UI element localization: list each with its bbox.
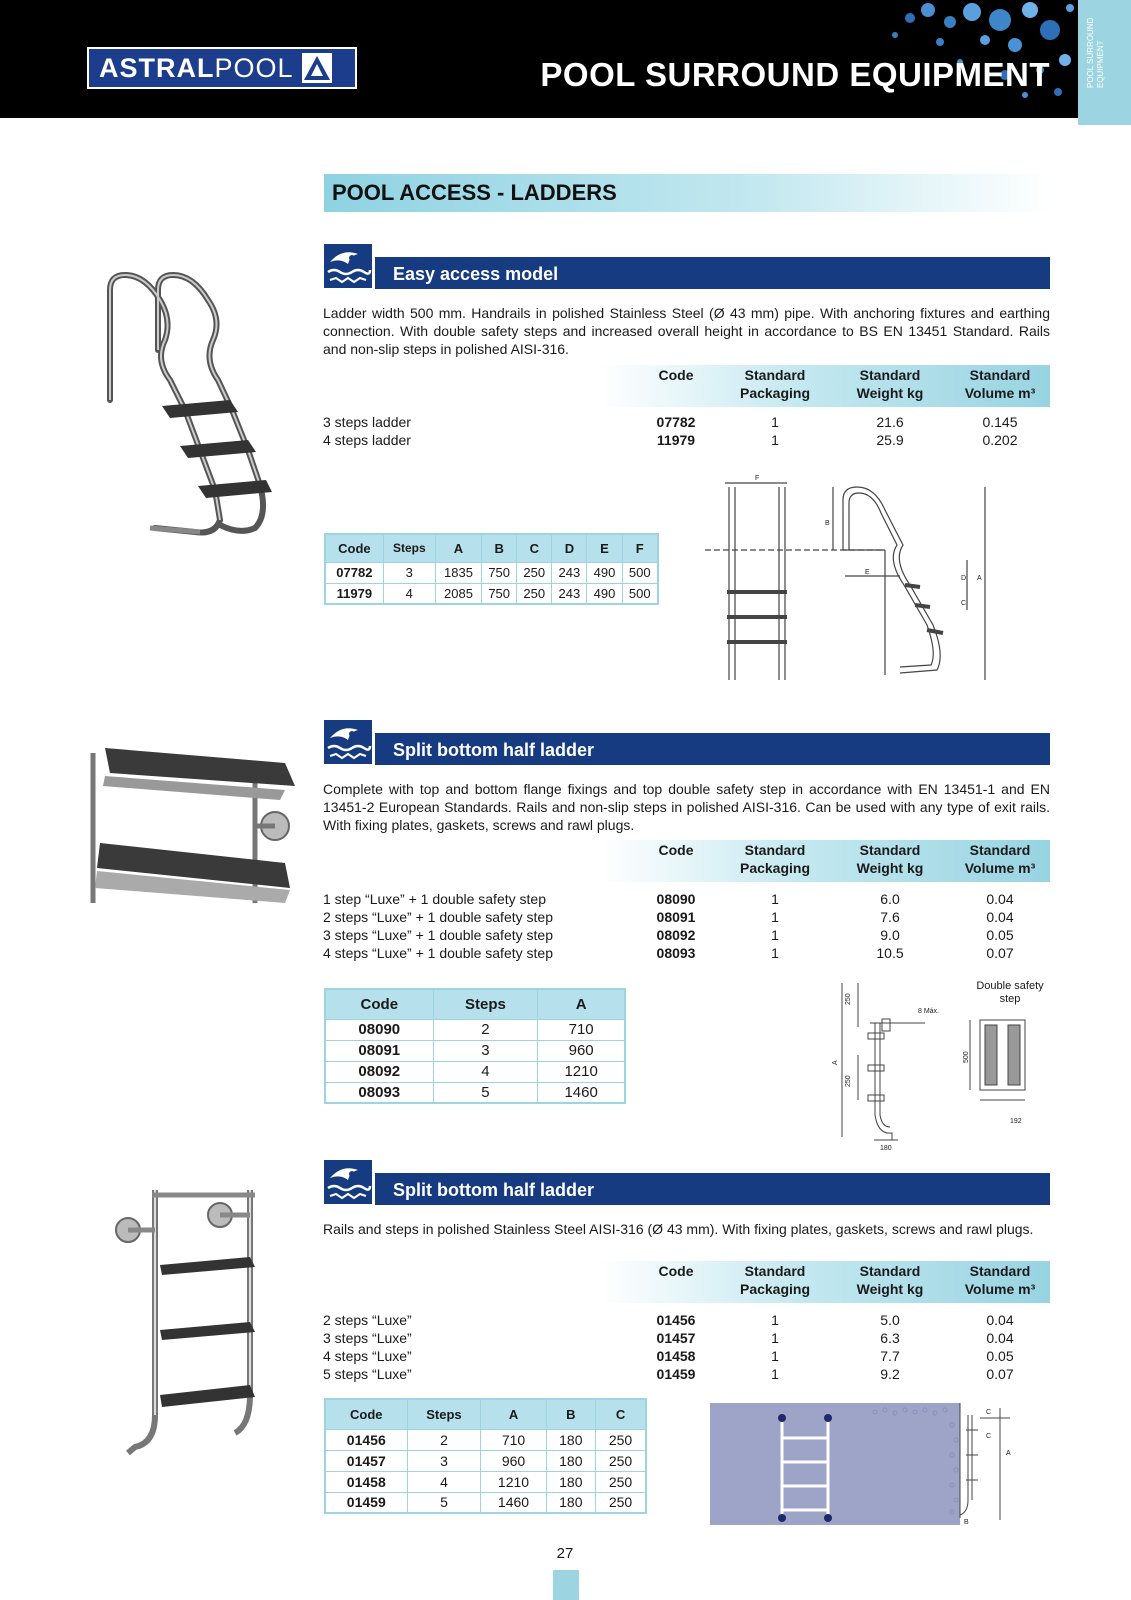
table-row xyxy=(325,1019,625,1040)
dim-cell: 08093 xyxy=(325,1082,433,1103)
product-row-code: 08093 xyxy=(656,945,696,961)
product-row-volume: 0.05 xyxy=(986,1348,1014,1364)
drawing-label: 250 xyxy=(845,993,852,1005)
header-title: POOL SURROUND EQUIPMENT xyxy=(540,56,1050,93)
product-row-code: 07782 xyxy=(656,414,696,430)
table-row xyxy=(325,562,658,583)
drawing-label: C xyxy=(961,600,967,607)
logo-triangle-icon xyxy=(302,53,332,83)
product-description: Ladder width 500 mm. Handrails in polished Stainless Steel (Ø 43 mm) pipe. With anchoring fixtures and earthing connection. With double safety steps and increased overall height in accordance to BS EN 13451 Standard. Rails and non-slip steps in polished AISI-316. xyxy=(323,305,1050,357)
dim-cell: 01457 xyxy=(325,1450,407,1471)
product-row-code: 01457 xyxy=(656,1330,696,1346)
dim-cell: 01456 xyxy=(325,1429,407,1450)
dim-cell: 4 xyxy=(433,1061,538,1082)
drawing-label: A xyxy=(977,575,982,582)
dim-cell: 2085 xyxy=(435,583,481,604)
product-row-label: 2 steps “Luxe” xyxy=(323,1312,412,1328)
luxe-ladder-photo xyxy=(110,1185,270,1480)
product-row-volume: 0.05 xyxy=(986,927,1014,943)
dim-cell: 243 xyxy=(552,583,587,604)
drawing-label: A xyxy=(1006,1450,1011,1457)
product-row-volume: 0.04 xyxy=(986,909,1014,925)
product-row-code: 11979 xyxy=(656,432,696,448)
dim-header: Code xyxy=(325,989,433,1019)
table-row xyxy=(325,1061,625,1082)
product-row-weight: 6.0 xyxy=(880,891,900,907)
dim-cell: 750 xyxy=(482,562,517,583)
volume-column-header: Standard Volume m³ xyxy=(964,1263,1036,1297)
product-row-volume: 0.04 xyxy=(986,1330,1014,1346)
dim-cell: 250 xyxy=(596,1429,646,1450)
dim-cell: 5 xyxy=(433,1082,538,1103)
product-row-packaging: 1 xyxy=(771,945,779,961)
product-row-packaging: 1 xyxy=(771,1348,779,1364)
dim-header: E xyxy=(587,534,622,562)
split-bottom-ladder-photo xyxy=(85,748,300,903)
easy-access-technical-drawing xyxy=(705,475,1025,685)
drawing-label: E xyxy=(865,569,870,576)
product-row-weight: 7.6 xyxy=(880,909,900,925)
dim-header: B xyxy=(546,1399,595,1429)
dim-cell: 750 xyxy=(482,583,517,604)
product-row-volume: 0.202 xyxy=(982,432,1018,448)
dim-cell: 250 xyxy=(596,1492,646,1513)
dim-cell: 1460 xyxy=(481,1492,546,1513)
product-row-weight: 5.0 xyxy=(880,1312,900,1328)
dim-cell: 01459 xyxy=(325,1492,407,1513)
dim-cell: 710 xyxy=(481,1429,546,1450)
dim-cell: 180 xyxy=(546,1492,595,1513)
weight-column-header: Standard Weight kg xyxy=(856,1263,924,1297)
product-description: Complete with top and bottom flange fixings and top double safety step in accordance with EN 13451-1 and EN 13451-2 European Standards. Rails and non-slip steps in polished AISI-316. Can be used with any type of exit rails. With fixing plates, gaskets, screws and rawl plugs. xyxy=(323,781,1050,833)
dim-cell: 250 xyxy=(517,583,552,604)
product-row-label: 3 steps “Luxe” + 1 double safety step xyxy=(323,927,553,943)
drawing-label: 192 xyxy=(1010,1118,1022,1125)
dim-cell: 01458 xyxy=(325,1471,407,1492)
dim-cell: 1460 xyxy=(538,1082,625,1103)
code-column-header: Code xyxy=(658,842,694,858)
dim-cell: 3 xyxy=(383,562,435,583)
dim-cell: 4 xyxy=(407,1471,481,1492)
product-row-label: 4 steps ladder xyxy=(323,432,411,448)
dim-cell: 08092 xyxy=(325,1061,433,1082)
product-row-label: 3 steps ladder xyxy=(323,414,411,430)
drawing-label: D xyxy=(961,575,967,582)
product-row-label: 1 step “Luxe” + 1 double safety step xyxy=(323,891,546,907)
luxe-pool-section-drawing xyxy=(710,1400,1025,1528)
dim-header: Steps xyxy=(407,1399,481,1429)
volume-column-header: Standard Volume m³ xyxy=(964,842,1036,876)
dim-cell: 3 xyxy=(433,1040,538,1061)
product-row-packaging: 1 xyxy=(771,927,779,943)
product-row-label: 2 steps “Luxe” + 1 double safety step xyxy=(323,909,553,925)
dim-cell: 250 xyxy=(596,1450,646,1471)
dim-header: Code xyxy=(325,534,383,562)
product-row-weight: 21.6 xyxy=(876,414,904,430)
dim-cell: 07782 xyxy=(325,562,383,583)
dim-cell: 5 xyxy=(407,1492,481,1513)
packaging-column-header: Standard Packaging xyxy=(739,1263,811,1297)
dim-cell: 1835 xyxy=(435,562,481,583)
drawing-label: 180 xyxy=(880,1145,892,1152)
weight-column-header: Standard Weight kg xyxy=(856,367,924,401)
product-row-weight: 10.5 xyxy=(876,945,904,961)
dim-header: C xyxy=(596,1399,646,1429)
table-row xyxy=(325,1082,625,1103)
product-row-code: 08092 xyxy=(656,927,696,943)
dim-cell: 490 xyxy=(587,583,622,604)
side-tab-text: POOL SURROUND EQUIPMENT xyxy=(1086,17,1105,88)
product-row-packaging: 1 xyxy=(771,909,779,925)
table-row xyxy=(325,583,658,604)
dim-header: B xyxy=(482,534,517,562)
drawing-label: C xyxy=(986,1433,992,1440)
logo-text-bold: ASTRAL xyxy=(99,52,215,83)
pool-access-icon xyxy=(324,1160,372,1204)
product-row-packaging: 1 xyxy=(771,432,779,448)
dim-header: Steps xyxy=(383,534,435,562)
dim-cell: 4 xyxy=(383,583,435,604)
product-row-packaging: 1 xyxy=(771,414,779,430)
product-title: Split bottom half ladder xyxy=(393,740,594,760)
product-row-volume: 0.145 xyxy=(982,414,1018,430)
dim-header: Steps xyxy=(433,989,538,1019)
dim-cell: 08090 xyxy=(325,1019,433,1040)
product-row-code: 08090 xyxy=(656,891,696,907)
weight-column-header: Standard Weight kg xyxy=(856,842,924,876)
drawing-label: B xyxy=(964,1519,969,1526)
dim-cell: 1210 xyxy=(538,1061,625,1082)
dim-header: C xyxy=(517,534,552,562)
dim-cell: 11979 xyxy=(325,583,383,604)
dim-cell: 710 xyxy=(538,1019,625,1040)
product-row-volume: 0.07 xyxy=(986,1366,1014,1382)
dim-header: A xyxy=(481,1399,546,1429)
dim-cell: 960 xyxy=(538,1040,625,1061)
product-row-packaging: 1 xyxy=(771,891,779,907)
product-row-packaging: 1 xyxy=(771,1366,779,1382)
dim-cell: 180 xyxy=(546,1471,595,1492)
dim-header: D xyxy=(552,534,587,562)
section-title: POOL ACCESS - LADDERS xyxy=(332,180,617,205)
dim-header: A xyxy=(435,534,481,562)
drawing-label: B xyxy=(825,520,830,527)
dim-header: A xyxy=(538,989,625,1019)
product-row-packaging: 1 xyxy=(771,1312,779,1328)
drawing-label: A xyxy=(832,1060,839,1065)
dimension-table xyxy=(324,1398,647,1514)
table-row xyxy=(325,1471,646,1492)
drawing-label: 8 Máx. xyxy=(918,1008,940,1015)
dim-cell: 250 xyxy=(517,562,552,583)
table-row xyxy=(325,1450,646,1471)
double-safety-caption: Double safety step xyxy=(976,980,1044,1005)
product-row-label: 3 steps “Luxe” xyxy=(323,1330,412,1346)
product-row-packaging: 1 xyxy=(771,1330,779,1346)
table-row xyxy=(325,1492,646,1513)
product-row-volume: 0.04 xyxy=(986,891,1014,907)
product-description: Rails and steps in polished Stainless Steel AISI-316 (Ø 43 mm). With fixing plates, gaskets, screws and rawl plugs. xyxy=(323,1221,1034,1237)
page-number: 27 xyxy=(556,1545,574,1562)
product-row-code: 08091 xyxy=(656,909,696,925)
dim-cell: 500 xyxy=(622,562,658,583)
page-tab xyxy=(553,1570,579,1600)
dim-cell: 960 xyxy=(481,1450,546,1471)
drawing-label: F xyxy=(755,475,760,482)
product-title: Easy access model xyxy=(393,264,559,284)
product-row-weight: 7.7 xyxy=(880,1348,900,1364)
packaging-column-header: Standard Packaging xyxy=(739,842,811,876)
table-row xyxy=(325,1040,625,1061)
product-row-volume: 0.07 xyxy=(986,945,1014,961)
product-row-code: 01456 xyxy=(656,1312,696,1328)
product-row-label: 5 steps “Luxe” xyxy=(323,1366,412,1382)
table-row xyxy=(325,1429,646,1450)
easy-access-ladder-photo xyxy=(100,270,280,560)
pool-access-icon xyxy=(324,244,372,288)
dim-cell: 1210 xyxy=(481,1471,546,1492)
astralpool-logo xyxy=(87,47,357,89)
dim-cell: 500 xyxy=(622,583,658,604)
product-row-volume: 0.04 xyxy=(986,1312,1014,1328)
logo-text-light: POOL xyxy=(214,52,294,83)
dim-header: Code xyxy=(325,1399,407,1429)
dim-cell: 3 xyxy=(407,1450,481,1471)
dim-cell: 180 xyxy=(546,1429,595,1450)
drawing-label: C xyxy=(986,1409,992,1416)
drawing-label: 250 xyxy=(845,1075,852,1087)
packaging-column-header: Standard Packaging xyxy=(739,367,811,401)
dimension-table xyxy=(324,533,659,605)
dim-cell: 2 xyxy=(433,1019,538,1040)
dim-cell: 250 xyxy=(596,1471,646,1492)
volume-column-header: Standard Volume m³ xyxy=(964,367,1036,401)
code-column-header: Code xyxy=(658,367,694,383)
product-row-weight: 6.3 xyxy=(880,1330,900,1346)
product-row-weight: 9.0 xyxy=(880,927,900,943)
code-column-header: Code xyxy=(658,1263,694,1279)
dimension-table xyxy=(324,988,626,1104)
product-row-label: 4 steps “Luxe” xyxy=(323,1348,412,1364)
product-row-weight: 9.2 xyxy=(880,1366,900,1382)
dim-cell: 490 xyxy=(587,562,622,583)
product-row-weight: 25.9 xyxy=(876,432,904,448)
drawing-label: 500 xyxy=(963,1051,970,1063)
dim-cell: 180 xyxy=(546,1450,595,1471)
dim-cell: 243 xyxy=(552,562,587,583)
product-row-code: 01459 xyxy=(656,1366,696,1382)
dim-cell: 08091 xyxy=(325,1040,433,1061)
product-row-label: 4 steps “Luxe” + 1 double safety step xyxy=(323,945,553,961)
dim-header: F xyxy=(622,534,658,562)
pool-access-icon xyxy=(324,720,372,764)
product-row-code: 01458 xyxy=(656,1348,696,1364)
dim-cell: 2 xyxy=(407,1429,481,1450)
product-title: Split bottom half ladder xyxy=(393,1180,594,1200)
